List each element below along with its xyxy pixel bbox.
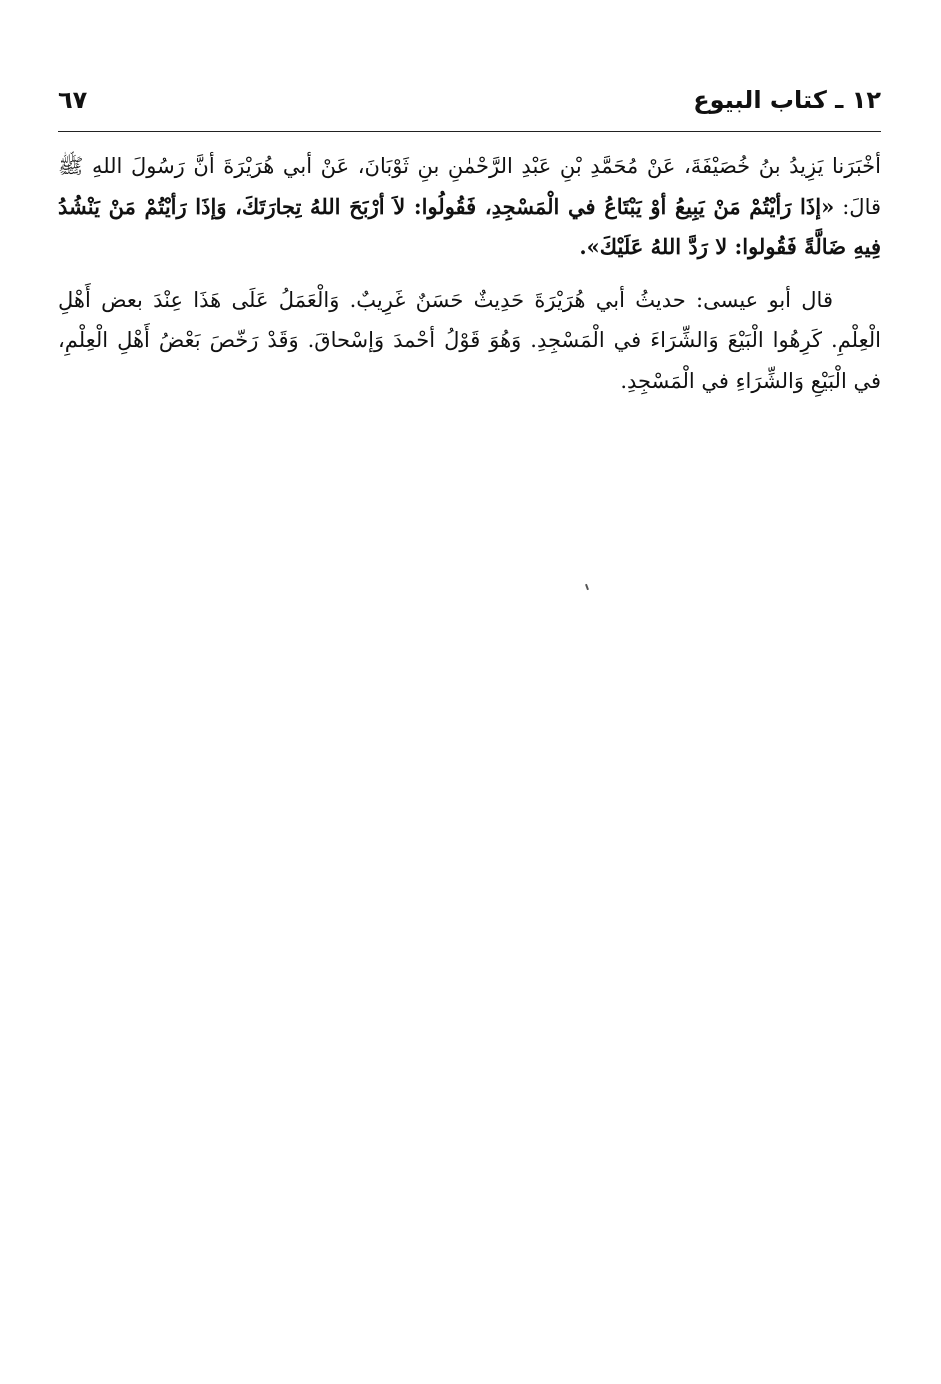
hadith-quote-part-5: لا رَدَّ اللهُ عَلَيْكَ». xyxy=(579,234,728,259)
chapter-title: ١٢ ـ كتاب البيوع xyxy=(693,86,881,114)
page-header xyxy=(58,84,881,126)
commentary-paragraph xyxy=(58,280,881,402)
hadith-quote-part-3: لاَ أرْبَحَ اللهُ تِجارَتَكَ، وَإذَا رَأيْتُمْ مَنْ يَنْشُدُ فِيهِ ضَالَّةً xyxy=(58,193,881,259)
hadith-paragraph xyxy=(58,146,881,268)
isnad-text: أخْبَرَنا يَزِيدُ بنُ خُصَيْفَةَ، عَنْ مُحَمَّدِ بْنِ عَبْدِ الرَّحْمٰنِ بنِ ثَوْبَانَ، عَنْ أبي هُرَيْرَةَ أنَّ رَسُولَ اللهِ ﷺ قالَ: xyxy=(58,154,882,219)
hadith-quote-part-2: فَقُولُوا: xyxy=(405,193,477,219)
hadith-quote-part-4: فَقُولوا: xyxy=(727,234,797,259)
header-divider xyxy=(58,131,881,132)
scan-speck xyxy=(585,584,589,590)
page-number: ٦٧ xyxy=(58,86,88,114)
body-text xyxy=(58,146,881,401)
hadith-quote-part-1: «إذَا رَأيْتُمْ مَنْ يَبِيعُ أوْ يَبْتَاعُ في الْمَسْجِدِ، xyxy=(476,193,835,219)
commentary-text: قال أبو عيسى: حديثُ أبي هُرَيْرَةَ حَدِيثٌ حَسَنٌ غَرِيبٌ. وَالْعَمَلُ عَلَى هَذَا عِنْدَ بعض أَهْلِ الْعِلْمِ. كَرِهُوا الْبَيْعَ وَالشِّرَاءَ في الْمَسْجِدِ. وَهُوَ قَوْلُ أحْمدَ وَإسْحاقَ. وَقَدْ رَخّصَ بَعْضُ أَهْلِ الْعِلْمِ، في الْبَيْعِ وَالشِّرَاءِ في الْمَسْجِدِ. xyxy=(58,287,881,393)
